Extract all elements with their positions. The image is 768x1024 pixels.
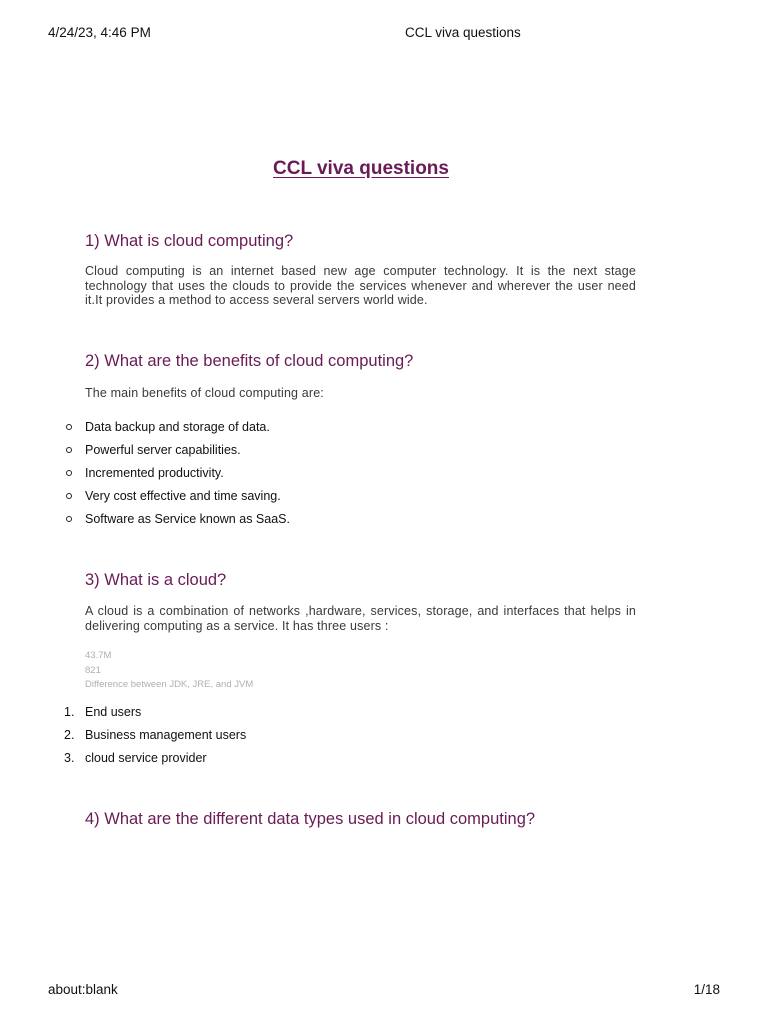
list-item xyxy=(48,441,648,464)
list-item xyxy=(48,510,648,533)
answer-3-text: A cloud is a combination of networks ,hardware, services, storage, and interfaces that helps in delivering computing as a service. It has three users : xyxy=(85,604,636,633)
list-number: 1. xyxy=(64,705,75,719)
bullet-circle-icon xyxy=(66,424,72,430)
embedded-video-ad[interactable] xyxy=(85,649,253,693)
question-3-heading: 3) What is a cloud? xyxy=(85,571,227,589)
print-date: 4/24/23, 4:46 PM xyxy=(48,25,151,40)
list-number: 3. xyxy=(64,751,75,765)
print-doc-title: CCL viva questions xyxy=(405,25,521,40)
print-url: about:blank xyxy=(48,982,118,997)
list-item-label: Incremented productivity. xyxy=(85,466,224,480)
bullet-circle-icon xyxy=(66,447,72,453)
bullet-circle-icon xyxy=(66,470,72,476)
page-title: CCL viva questions xyxy=(273,158,449,179)
question-2-heading: 2) What are the benefits of cloud computing? xyxy=(85,352,414,370)
question-1-heading: 1) What is cloud computing? xyxy=(85,232,294,250)
list-item xyxy=(48,703,648,726)
print-header xyxy=(48,25,720,43)
question-4-heading: 4) What are the different data types used in cloud computing? xyxy=(85,810,536,828)
ad-title[interactable]: Difference between JDK, JRE, and JVM xyxy=(85,679,254,690)
list-item-label: End users xyxy=(85,705,142,719)
page-counter: 1/18 xyxy=(693,982,720,997)
print-footer xyxy=(48,982,720,1000)
list-item xyxy=(48,726,648,749)
bullet-circle-icon xyxy=(66,493,72,499)
list-item-label: Very cost effective and time saving. xyxy=(85,489,281,503)
list-item-label: cloud service provider xyxy=(85,751,207,765)
bullet-circle-icon xyxy=(66,516,72,522)
list-item-label: Software as Service known as SaaS. xyxy=(85,512,290,526)
ad-views: 43.7M xyxy=(85,650,112,661)
list-item xyxy=(48,749,648,772)
cloud-users-list xyxy=(48,703,648,772)
list-item-label: Business management users xyxy=(85,728,247,742)
list-item xyxy=(48,418,648,441)
answer-1-text: Cloud computing is an internet based new age computer technology. It is the next stage technology that uses the clouds to provide the services whenever and wherever the user need it.It provides a method to access several servers world wide. xyxy=(85,264,636,307)
list-item xyxy=(48,487,648,510)
list-item-label: Powerful server capabilities. xyxy=(85,443,241,457)
benefits-list xyxy=(48,418,648,533)
answer-2-intro: The main benefits of cloud computing are: xyxy=(85,386,324,400)
list-number: 2. xyxy=(64,728,75,742)
list-item-label: Data backup and storage of data. xyxy=(85,420,270,434)
ad-likes: 821 xyxy=(85,664,101,676)
list-item xyxy=(48,464,648,487)
